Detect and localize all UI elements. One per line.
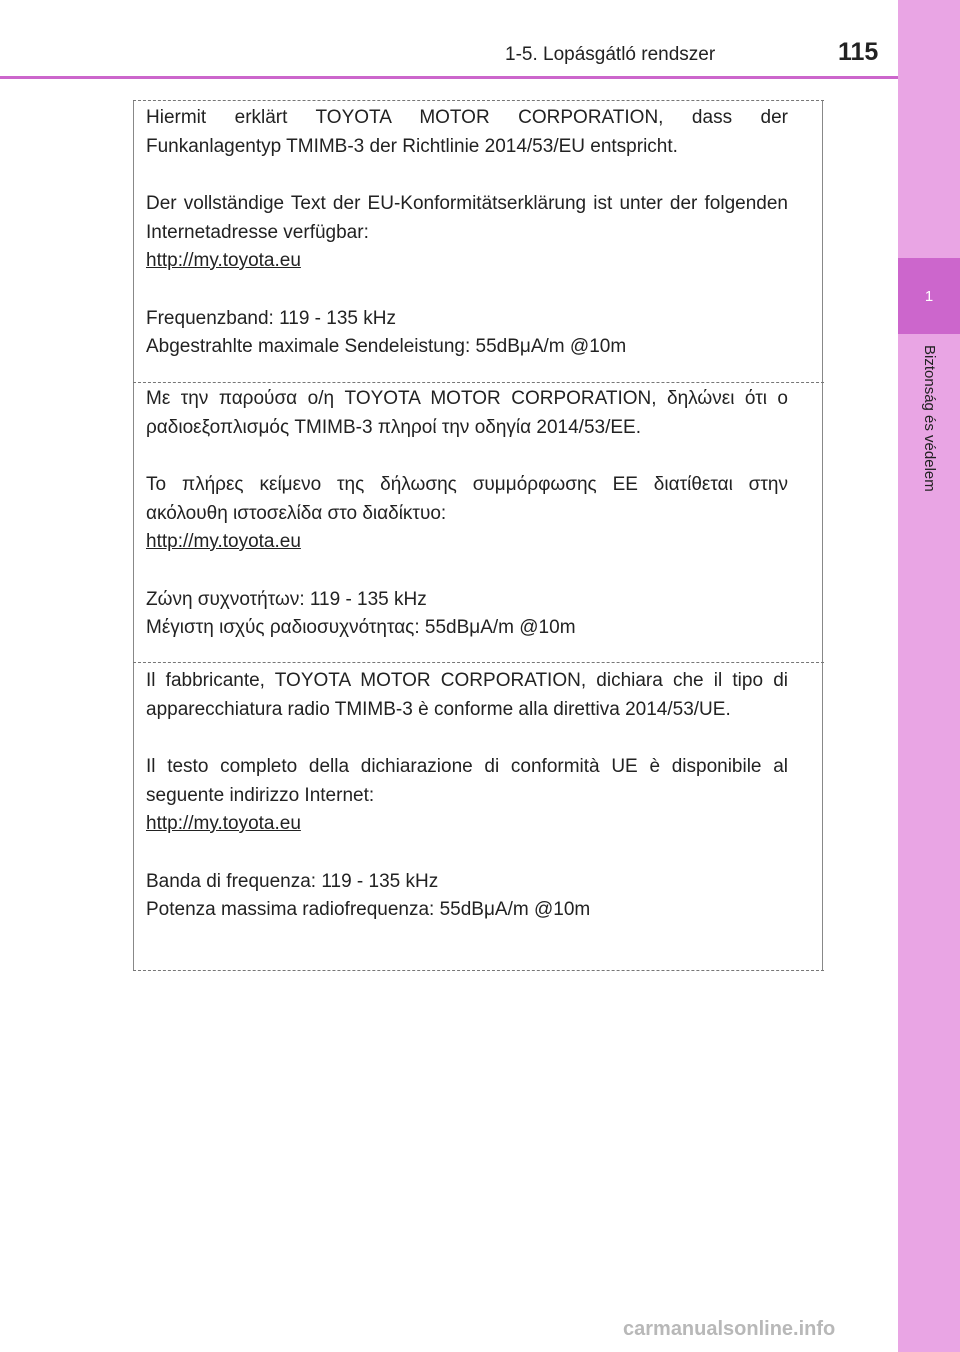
website-link[interactable]: http://my.toyota.eu [146, 531, 301, 552]
chapter-number-tab[interactable] [898, 258, 960, 334]
header-rule [0, 76, 898, 79]
declaration-section-it [146, 667, 788, 925]
full-text-info: Il testo completo della dichiarazione di conformità UE è disponibile al seguente indirizzo Internet: [146, 756, 788, 806]
divider-top [133, 100, 824, 101]
declaration-section-de [146, 104, 788, 362]
chapter-title: Biztonság és védelem [921, 345, 938, 492]
section-title: 1-5. Lopásgátló rendszer [505, 44, 716, 65]
frequency-band: Banda di frequenza: 119 - 135 kHz [146, 870, 439, 892]
watermark: carmanualsonline.info [623, 1318, 836, 1340]
declaration-text: Il fabbricante, TOYOTA MOTOR CORPORATION, dichiara che il tipo di apparecchiatura radio TMIMB-3 è conforme alla direttiva 2014/53/UE. [146, 670, 788, 720]
page-number: 115 [838, 38, 879, 66]
full-text-info: Το πλήρες κείμενο της δήλωσης συμμόρφωσης ΕΕ διατίθεται στην ακόλουθη ιστοσελίδα στο διαδίκτυο: [146, 474, 788, 524]
divider-bottom [133, 970, 824, 971]
divider-1 [133, 382, 824, 383]
website-link[interactable]: http://my.toyota.eu [146, 813, 301, 834]
divider-2 [133, 662, 824, 663]
max-power: Potenza massima radiofrequenza: 55dBμA/m @10m [146, 899, 591, 920]
frequency-band: Ζώνη συχνοτήτων: 119 - 135 kHz [146, 588, 427, 610]
declaration-section-el [146, 385, 788, 643]
full-text-info: Der vollständige Text der EU-Konformitätserklärung ist unter der folgenden Internetadresse verfügbar: [146, 193, 788, 243]
declaration-text: Hiermit erklärt TOYOTA MOTOR CORPORATION, dass der Funkanlagentyp TMIMB-3 der Richtlinie 2014/53/EU entspricht. [146, 107, 788, 157]
max-power: Abgestrahlte maximale Sendeleistung: 55dBμA/m @10m [146, 336, 627, 357]
declaration-text: Με την παρούσα ο/η TOYOTA MOTOR CORPORATION, δηλώνει ότι ο ραδιοεξοπλισμός TMIMB-3 πληροί την οδηγία 2014/53/ΕΕ. [146, 388, 788, 438]
frequency-band: Frequenzband: 119 - 135 kHz [146, 307, 396, 329]
chapter-number: 1 [924, 287, 934, 305]
website-link[interactable]: http://my.toyota.eu [146, 250, 301, 271]
max-power: Μέγιστη ισχύς ραδιοσυχνότητας: 55dBμA/m @10m [146, 617, 576, 638]
chapter-side-tab [898, 0, 960, 1352]
